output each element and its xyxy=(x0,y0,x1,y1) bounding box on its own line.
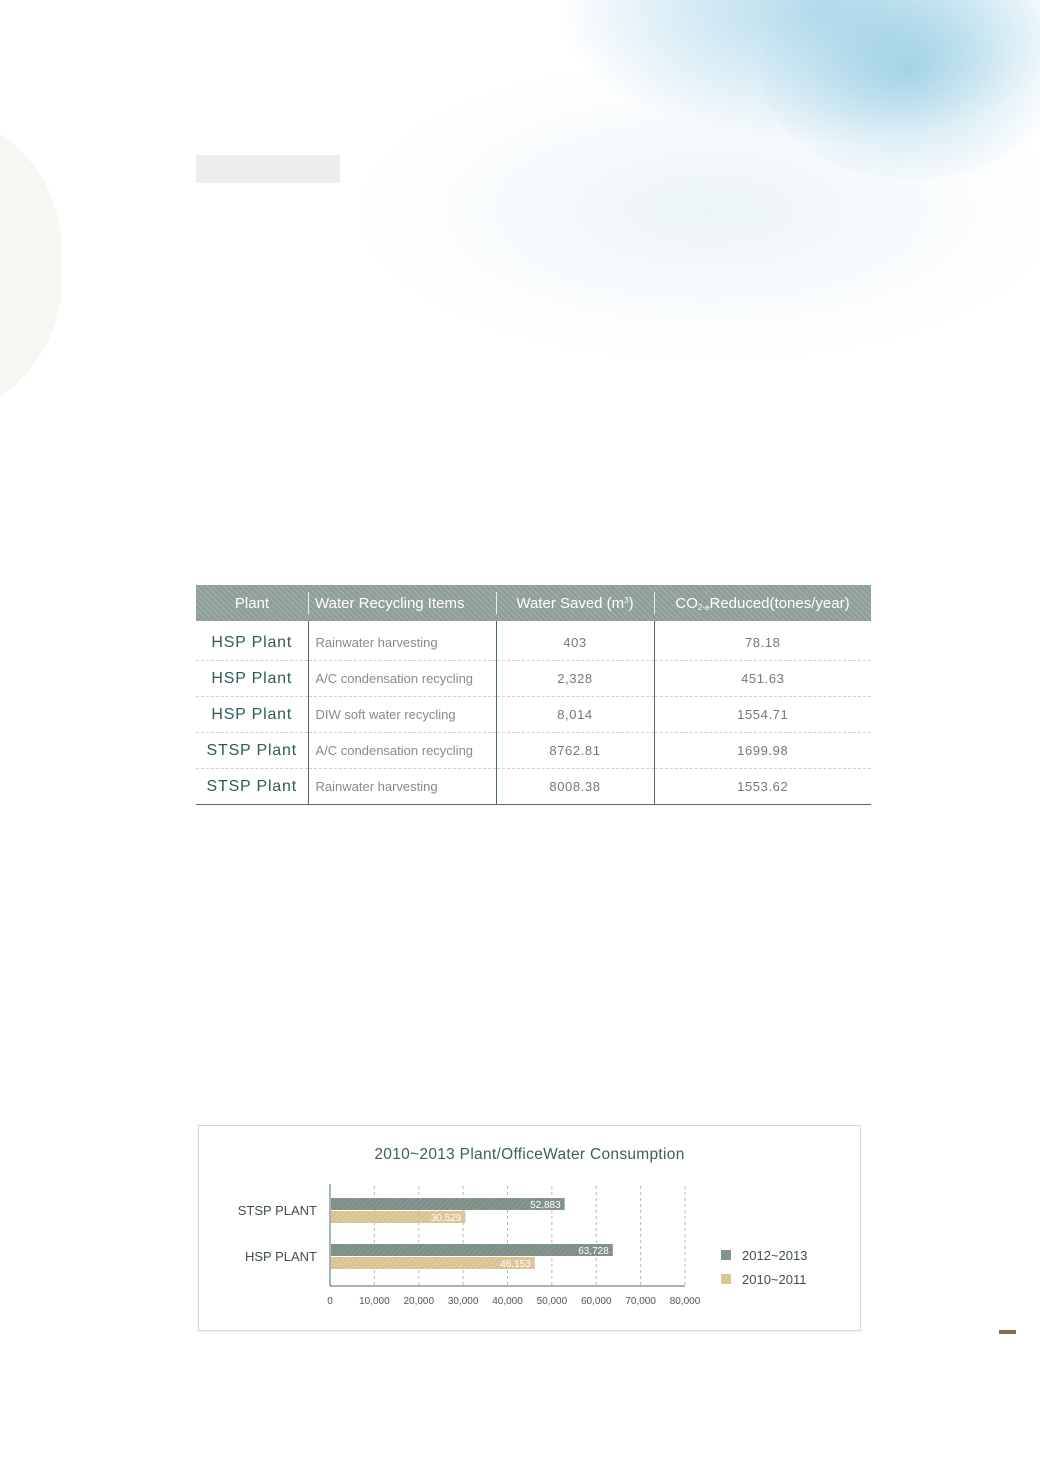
bar-value-label: 52,883 xyxy=(530,1200,561,1211)
bar-2012-2013 xyxy=(331,1244,613,1256)
cell-co2: 1554.71 xyxy=(654,697,871,733)
category-label: HSP PLANT xyxy=(244,1249,317,1264)
x-tick-label: 0 xyxy=(327,1296,333,1307)
header-separator xyxy=(308,592,309,614)
cell-co2: 1553.62 xyxy=(654,769,871,805)
header-saved: Water Saved $(m^3)$ xyxy=(496,585,654,621)
x-tick-label: 50,000 xyxy=(536,1296,568,1307)
header-items: Water Recycling Items xyxy=(308,585,496,621)
chart-canvas xyxy=(199,1126,860,1330)
water-consumption-chart xyxy=(198,1125,861,1331)
water-recycling-table-container xyxy=(196,585,871,805)
category-label: STSP PLANT xyxy=(237,1203,317,1218)
chart-title: 2010~2013 Plant/OfficeWater Consumption xyxy=(374,1146,685,1163)
cell-item: Rainwater harvesting xyxy=(308,621,496,661)
legend-swatch xyxy=(721,1250,731,1260)
bar-value-label: 30,529 xyxy=(430,1213,462,1224)
header-separator xyxy=(654,592,655,614)
x-tick-label: 60,000 xyxy=(580,1296,612,1307)
cell-plant: STSP Plant xyxy=(196,769,308,805)
watercolor-wash xyxy=(560,0,1040,140)
legend-label: 2012~2013 xyxy=(742,1248,808,1263)
header-plant: Plant xyxy=(196,585,308,621)
x-tick-label: 40,000 xyxy=(492,1296,523,1307)
table-header-row xyxy=(196,585,871,621)
table-row xyxy=(196,621,871,661)
cell-saved: 403 xyxy=(496,621,654,661)
cell-plant: HSP Plant xyxy=(196,661,308,697)
watercolor-wash xyxy=(760,0,1040,180)
cell-plant: STSP Plant xyxy=(196,733,308,769)
watercolor-wash xyxy=(360,60,1040,360)
decorative-left-shape xyxy=(0,110,62,420)
cell-saved: 8008.38 xyxy=(496,769,654,805)
cell-item: DIW soft water recycling xyxy=(308,697,496,733)
cell-item: A/C condensation recycling xyxy=(308,661,496,697)
cell-item: Rainwater harvesting xyxy=(308,769,496,805)
table-row xyxy=(196,733,871,769)
header-separator xyxy=(496,592,497,614)
cell-co2: 451.63 xyxy=(654,661,871,697)
page-marker xyxy=(999,1330,1016,1334)
cell-plant: HSP Plant xyxy=(196,697,308,733)
table-row xyxy=(196,769,871,805)
bar-value-label: 46,153 xyxy=(500,1259,531,1270)
x-tick-label: 20,000 xyxy=(403,1296,435,1307)
legend-swatch xyxy=(721,1274,731,1284)
water-recycling-table xyxy=(196,585,871,805)
cell-saved: 8762.81 xyxy=(496,733,654,769)
section-title-bar xyxy=(196,155,340,183)
x-tick-label: 70,000 xyxy=(625,1296,656,1307)
cell-co2: 78.18 xyxy=(654,621,871,661)
cell-saved: 2,328 xyxy=(496,661,654,697)
cell-plant: HSP Plant xyxy=(196,621,308,661)
cell-item: A/C condensation recycling xyxy=(308,733,496,769)
x-tick-label: 80,000 xyxy=(669,1296,701,1307)
table-row xyxy=(196,697,871,733)
table-row xyxy=(196,661,871,697)
bar-value-label: 63,728 xyxy=(578,1246,609,1257)
x-tick-label: 10,000 xyxy=(359,1296,390,1307)
x-tick-label: 30,000 xyxy=(447,1296,479,1307)
legend-label: 2010~2011 xyxy=(742,1272,807,1287)
cell-co2: 1699.98 xyxy=(654,733,871,769)
header-co2: $CO_{2-e}Reduced(tones/year)$ xyxy=(654,585,871,621)
cell-saved: 8,014 xyxy=(496,697,654,733)
